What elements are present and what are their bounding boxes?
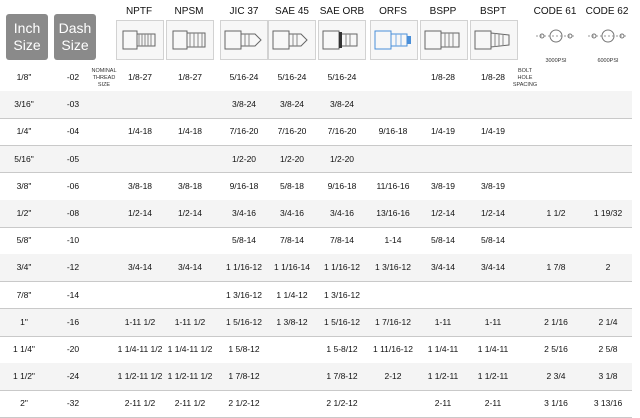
cell-bspp <box>417 146 469 173</box>
bspp-fitting-diagram <box>420 20 468 60</box>
cell-sae-orb: 5/16-24 <box>327 72 357 82</box>
table-row <box>0 91 632 118</box>
cell-sae45: 1 3/8-12 <box>276 316 308 327</box>
cell-inch-size: 1 1/2" <box>13 371 35 382</box>
cell-code61 <box>530 64 582 91</box>
dash-size-header-line1: Dash <box>58 20 92 36</box>
cell-sae-orb: 1 5-8/12 <box>326 344 358 354</box>
cell-dash-size: -16 <box>66 316 80 327</box>
cell-orfs: 1-14 <box>384 235 402 246</box>
cell-nptf <box>114 227 166 254</box>
table-row <box>0 254 632 281</box>
cell-code62: 3 1/8 <box>598 371 618 382</box>
cell-jic37: 1 3/16-12 <box>226 289 262 300</box>
cell-jic37: 1/2-20 <box>231 153 257 164</box>
cell-sae45: 1 1/4-12 <box>276 289 308 300</box>
cell-code62: 2 1/4 <box>598 316 618 327</box>
cell-jic37: 1 1/16-12 <box>226 262 262 273</box>
col-title-orfs: ORFS <box>379 6 407 17</box>
cell-bspp: 1/4-19 <box>430 126 456 137</box>
cell-dash-size: -12 <box>66 262 80 273</box>
table-row <box>0 227 632 254</box>
cell-bspt: 1/2-14 <box>480 208 506 218</box>
cell-bspp: 5/8-14 <box>430 235 456 246</box>
cell-nptf <box>114 282 166 309</box>
cell-inch-size: 5/8" <box>16 235 32 246</box>
table-row <box>0 336 632 363</box>
cell-dash-size: -03 <box>66 99 80 110</box>
cell-dash-size: -04 <box>66 126 80 137</box>
cell-orfs: 1 3/16-12 <box>375 262 411 273</box>
cell-code61 <box>530 173 582 200</box>
orfs-fitting-diagram <box>370 20 418 60</box>
cell-code62: 2 <box>605 262 611 273</box>
cell-inch-size: 1/4" <box>16 126 32 137</box>
cell-code61: 2 1/16 <box>544 316 568 327</box>
nptf-fitting-diagram <box>116 20 164 60</box>
cell-sae45: 1 1/16-14 <box>274 262 310 273</box>
cell-inch-size: 3/4" <box>16 262 32 273</box>
cell-inch-size: 1" <box>20 316 28 327</box>
cell-orfs: 11/16-16 <box>376 180 410 191</box>
cell-bspp <box>417 282 469 309</box>
cell-code62 <box>582 282 634 309</box>
table-row <box>0 309 632 336</box>
cell-bspt: 5/8-14 <box>480 235 506 246</box>
cell-orfs: 1 7/16-12 <box>375 316 411 327</box>
table-row <box>0 146 632 173</box>
col-title-sae-orb: SAE ORB <box>319 6 365 17</box>
cell-code61: 2 3/4 <box>546 371 566 382</box>
cell-sae45: 5/16-24 <box>277 72 307 82</box>
table-row <box>0 200 632 227</box>
cell-code62 <box>582 173 634 200</box>
cell-code61: 2 5/16 <box>544 344 568 354</box>
cell-npsm: 1/8-27 <box>177 72 203 82</box>
cell-bspt <box>467 91 519 118</box>
jic37-fitting-diagram <box>220 20 268 60</box>
cell-jic37: 3/4-16 <box>231 208 257 218</box>
col-title-bspt: BSPT <box>479 6 507 17</box>
cell-nptf: 2-11 1/2 <box>124 398 156 409</box>
cell-sae45 <box>266 336 318 363</box>
cell-npsm <box>164 146 216 173</box>
cell-sae-orb: 9/16-18 <box>327 180 357 191</box>
cell-code61: 1 7/8 <box>546 262 566 273</box>
inch-size-header-line2: Size <box>13 37 41 53</box>
cell-sae-orb: 1 5/16-12 <box>324 316 360 327</box>
cell-orfs <box>367 64 419 91</box>
cell-nptf: 1/8-27 <box>127 72 153 82</box>
cell-bspt: 3/8-19 <box>480 180 506 191</box>
cell-sae45 <box>266 363 318 390</box>
cell-bspp: 1 1/2-11 <box>427 371 459 382</box>
table-row <box>0 390 632 417</box>
cell-jic37: 1 5/16-12 <box>226 316 262 327</box>
cell-orfs: 9/16-18 <box>378 126 408 137</box>
col-title-bspp: BSPP <box>429 6 457 17</box>
cell-npsm: 1 1/4-11 1/2 <box>167 344 213 354</box>
cell-nptf: 1/4-18 <box>127 126 153 137</box>
cell-npsm: 1/4-18 <box>177 126 203 137</box>
cell-code62 <box>582 227 634 254</box>
bolt-label-line3: SPACING <box>512 82 538 88</box>
cell-code61 <box>530 118 582 145</box>
cell-code61 <box>530 146 582 173</box>
nominal-label-line1: NOMINAL <box>91 68 117 74</box>
cell-sae45: 5/8-18 <box>279 180 305 191</box>
cell-sae-orb: 3/8-24 <box>329 99 355 110</box>
table-row <box>0 173 632 200</box>
cell-jic37: 1 7/8-12 <box>228 371 260 382</box>
cell-orfs <box>367 282 419 309</box>
cell-code62: 1 19/32 <box>593 208 623 218</box>
cell-code62 <box>582 64 634 91</box>
cell-sae45: 3/8-24 <box>279 99 305 110</box>
cell-orfs <box>367 91 419 118</box>
cell-inch-size: 1/8" <box>16 72 32 82</box>
cell-sae-orb: 7/8-14 <box>329 235 355 246</box>
dash-size-header <box>54 14 96 60</box>
cell-nptf: 1 1/4-11 1/2 <box>117 344 163 354</box>
cell-dash-size: -08 <box>66 208 80 218</box>
cell-code62: 3 13/16 <box>593 398 623 409</box>
cell-dash-size: -32 <box>66 398 80 409</box>
dash-size-header-line2: Size <box>61 37 89 53</box>
nominal-label-line3: SIZE <box>97 82 111 88</box>
cell-nptf <box>114 91 166 118</box>
col-title-sae45: SAE 45 <box>275 6 309 17</box>
cell-inch-size: 5/16" <box>14 153 34 164</box>
cell-nptf: 3/4-14 <box>127 262 153 273</box>
cell-orfs: 13/16-16 <box>376 208 410 218</box>
cell-sae45: 3/4-16 <box>279 208 305 218</box>
cell-sae-orb: 3/4-16 <box>329 208 355 218</box>
cell-dash-size: -10 <box>66 235 80 246</box>
table-row <box>0 118 632 145</box>
cell-sae-orb: 7/16-20 <box>327 126 357 137</box>
cell-inch-size: 3/8" <box>16 180 32 191</box>
cell-dash-size: -24 <box>66 371 80 382</box>
table-row <box>0 282 632 309</box>
cell-bspp: 1 1/4-11 <box>427 344 459 354</box>
cell-code61: 3 1/16 <box>544 398 568 409</box>
cell-dash-size: -14 <box>66 289 80 300</box>
cell-dash-size: -05 <box>66 153 80 164</box>
cell-orfs <box>367 146 419 173</box>
cell-sae-orb: 1 3/16-12 <box>324 289 360 300</box>
cell-code61 <box>530 282 582 309</box>
cell-bspt: 1 1/2-11 <box>477 371 509 382</box>
cell-inch-size: 3/16" <box>14 99 34 110</box>
cell-bspp: 1-11 <box>434 316 452 327</box>
col-title-npsm: NPSM <box>174 6 204 17</box>
cell-orfs <box>367 390 419 417</box>
cell-sae45: 7/16-20 <box>277 126 307 137</box>
cell-inch-size: 1/2" <box>16 208 32 218</box>
cell-code61 <box>530 91 582 118</box>
bspt-fitting-diagram <box>470 20 518 60</box>
cell-bspt <box>467 282 519 309</box>
cell-npsm: 1-11 1/2 <box>174 316 206 327</box>
cell-jic37: 5/8-14 <box>231 235 257 246</box>
npsm-fitting-diagram <box>166 20 214 60</box>
bolt-label-line1: BOLT <box>518 68 532 74</box>
cell-sae-orb: 2 1/2-12 <box>326 398 358 409</box>
col-title-nptf: NPTF <box>125 6 153 17</box>
cell-sae45 <box>266 390 318 417</box>
cell-dash-size: -06 <box>66 180 80 191</box>
cell-bspp <box>417 91 469 118</box>
cell-inch-size: 2" <box>20 398 28 409</box>
cell-npsm <box>164 282 216 309</box>
inch-size-header <box>6 14 48 60</box>
col-title-code62: CODE 62 <box>585 6 629 17</box>
cell-code62: 2 5/8 <box>598 344 618 354</box>
code61-pressure-label: 3000PSI <box>545 58 567 64</box>
cell-nptf: 1 1/2-11 1/2 <box>117 371 163 382</box>
cell-bspp: 1/2-14 <box>430 208 456 218</box>
cell-sae-orb: 1 7/8-12 <box>326 371 358 382</box>
col-title-code61: CODE 61 <box>533 6 577 17</box>
cell-code61: 1 1/2 <box>546 208 566 218</box>
cell-bspp: 1/8-28 <box>430 72 456 82</box>
sae45-fitting-diagram <box>268 20 316 60</box>
cell-npsm <box>164 91 216 118</box>
cell-inch-size: 7/8" <box>16 289 32 300</box>
table-row <box>0 363 632 390</box>
cell-jic37: 3/8-24 <box>231 99 257 110</box>
cell-dash-size: -20 <box>66 344 80 354</box>
cell-code62 <box>582 146 634 173</box>
cell-dash-size: -02 <box>66 72 80 82</box>
cell-code62 <box>582 91 634 118</box>
cell-inch-size: 1 1/4" <box>13 344 35 354</box>
cell-bspt: 3/4-14 <box>480 262 506 273</box>
nominal-label-line2: THREAD <box>92 75 116 81</box>
cell-nptf: 1/2-14 <box>127 208 153 218</box>
cell-sae-orb: 1/2-20 <box>329 153 355 164</box>
cell-jic37: 7/16-20 <box>229 126 259 137</box>
cell-jic37: 1 5/8-12 <box>228 344 260 354</box>
cell-bspt: 1 1/4-11 <box>477 344 509 354</box>
cell-npsm: 2-11 1/2 <box>174 398 206 409</box>
code62-pressure-label: 6000PSI <box>597 58 619 64</box>
cell-npsm: 1/2-14 <box>177 208 203 218</box>
cell-nptf <box>114 146 166 173</box>
cell-orfs: 1 11/16-12 <box>372 344 413 354</box>
cell-bspp: 2-11 <box>434 398 452 409</box>
cell-jic37: 9/16-18 <box>229 180 259 191</box>
cell-code61 <box>530 227 582 254</box>
cell-bspp: 3/4-14 <box>430 262 456 273</box>
cell-npsm: 3/8-18 <box>177 180 203 191</box>
cell-jic37: 5/16-24 <box>229 72 259 82</box>
cell-nptf: 1-11 1/2 <box>124 316 156 327</box>
cell-sae-orb: 1 1/16-12 <box>324 262 360 273</box>
cell-npsm: 3/4-14 <box>177 262 203 273</box>
bolt-label-line2: HOLE <box>517 75 533 81</box>
cell-sae45: 1/2-20 <box>279 153 305 164</box>
inch-size-header-line1: Inch <box>13 20 41 36</box>
cell-bspt: 2-11 <box>484 398 502 409</box>
cell-bspt <box>467 146 519 173</box>
cell-jic37: 2 1/2-12 <box>228 398 260 409</box>
cell-nptf: 3/8-18 <box>127 180 153 191</box>
cell-code62 <box>582 118 634 145</box>
sae-orb-fitting-diagram <box>318 20 366 60</box>
cell-bspt: 1/8-28 <box>480 72 506 82</box>
col-title-jic37: JIC 37 <box>229 6 259 17</box>
cell-bspp: 3/8-19 <box>430 180 456 191</box>
cell-sae45: 7/8-14 <box>279 235 305 246</box>
table-row <box>0 64 632 91</box>
cell-bspt: 1-11 <box>484 316 502 327</box>
cell-npsm <box>164 227 216 254</box>
cell-npsm: 1 1/2-11 1/2 <box>167 371 213 382</box>
cell-orfs: 2-12 <box>384 371 402 382</box>
cell-bspt: 1/4-19 <box>480 126 506 137</box>
